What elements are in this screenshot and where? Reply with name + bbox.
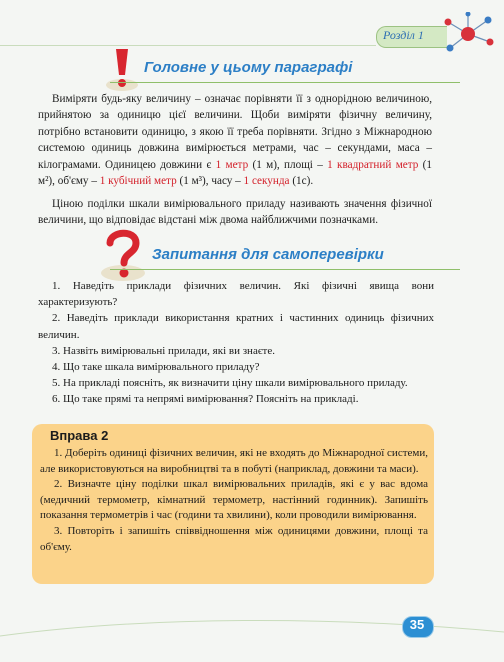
self-check-heading-rule bbox=[110, 269, 460, 270]
summary-text-2: (1 м), площі – bbox=[248, 158, 328, 171]
summary-text-6: Ціною поділки шкали вимірювального приладу називають значення фізичної величини, що відповідає відстані між двома найближчими позначками. bbox=[38, 198, 432, 227]
page-number: 35 bbox=[409, 617, 425, 632]
exclamation-icon bbox=[102, 45, 142, 95]
exercise-text: 1. Доберіть одиниці фізичних величин, які не входять до Міжнародної системи, але використовуються на виробництві та в побуті (наприклад, довжини та маси). bbox=[40, 447, 428, 475]
unit-volume: 1 кубічний метр bbox=[99, 175, 177, 188]
unit-time: 1 секунда bbox=[243, 175, 290, 188]
question-item bbox=[38, 391, 434, 407]
section-label: Розділ 1 bbox=[383, 28, 424, 42]
question-item bbox=[38, 310, 434, 342]
question-item bbox=[38, 343, 434, 359]
unit-area: 1 квадратний метр bbox=[327, 158, 419, 171]
exercise-list bbox=[40, 446, 428, 555]
question-text: 2. Наведіть приклади використання кратних і частинних одиниць фізичних величин. bbox=[38, 312, 434, 341]
question-text: 3. Назвіть вимірювальні прилади, які ви знаєте. bbox=[52, 344, 275, 357]
question-text: 5. На прикладі поясніть, як визначити ціну шкали вимірювального приладу. bbox=[52, 377, 408, 390]
question-item bbox=[38, 375, 434, 391]
question-text: 4. Що таке шкала вимірювального приладу? bbox=[52, 361, 260, 374]
summary-text-1: Виміряти будь-яку величину – означає порівняти її з однорідною величиною, прийнятою за одиницю цієї величини. Щоби виміряти фізичну величину, потрібно встановити одиницю, з якою її треба порівняти. Згідно з Міжнародною системою одиниць довжина вимірюється метрами, час – секундами, маса – кілограмами. Одиницею довжини є bbox=[38, 93, 432, 171]
unit-length: 1 метр bbox=[215, 158, 249, 171]
self-check-heading: Запитання для самоперевірки bbox=[152, 246, 384, 263]
question-item bbox=[38, 359, 434, 375]
question-mark-icon bbox=[96, 225, 150, 283]
summary-paragraph-1 bbox=[38, 91, 432, 189]
summary-paragraph-2 bbox=[38, 196, 432, 229]
summary-heading-rule bbox=[110, 82, 460, 83]
question-text: 6. Що таке прямі та непрямі вимірювання? Поясніть на прикладі. bbox=[52, 393, 359, 406]
exercise-title: Вправа 2 bbox=[50, 428, 109, 443]
exercise-item bbox=[40, 477, 428, 524]
question-item bbox=[38, 278, 434, 310]
question-list bbox=[38, 278, 434, 408]
exercise-text: 2. Визначте ціну поділки шкал вимірювальних приладів, які є у вас вдома (медичний термометр, кімнатний термометр, настінний годинник). Запишіть показання термометрів і час (години та хвилини), коли проводили вимірювання. bbox=[40, 478, 428, 522]
exercise-item bbox=[40, 524, 428, 555]
exercise-item bbox=[40, 446, 428, 477]
molecule-icon bbox=[440, 12, 496, 56]
header-rule bbox=[0, 45, 376, 46]
summary-heading: Головне у цьому параграфі bbox=[144, 59, 353, 76]
summary-text-3: (1 м²), об'єму – bbox=[38, 158, 433, 188]
summary-text-4: (1 м³), часу – bbox=[176, 175, 244, 188]
exercise-text: 3. Повторіть і запишіть співвідношення між одиницями довжини, площі та об'єму. bbox=[40, 524, 428, 553]
summary-text-5: (1с). bbox=[289, 175, 314, 188]
question-text: 1. Наведіть приклади фізичних величин. Які фізичні явища вони характеризують? bbox=[38, 280, 434, 309]
